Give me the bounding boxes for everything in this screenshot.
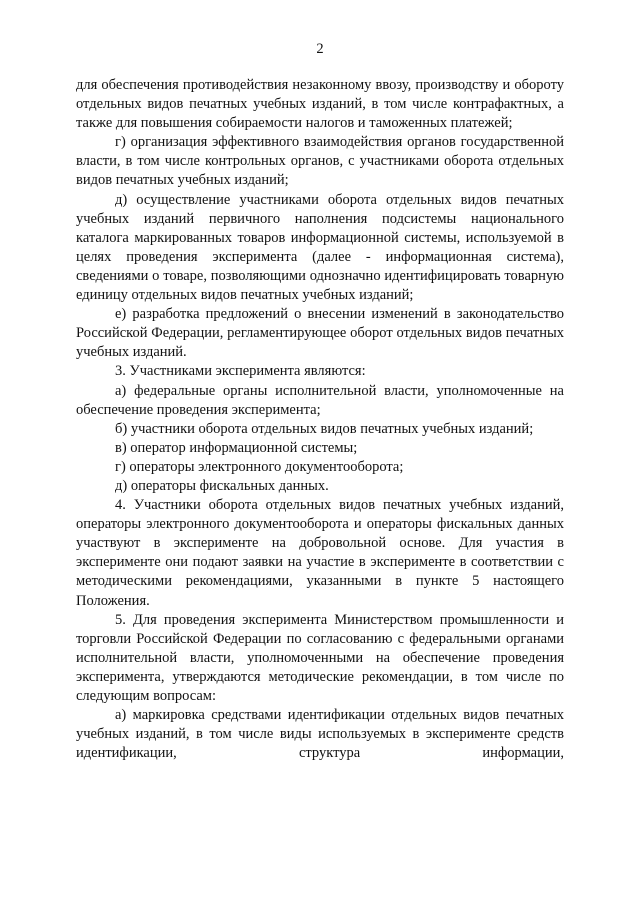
- paragraph-recommendation-a: а) маркировка средствами идентификации отдельных видов печатных учебных изданий, в том числе виды используемых в эксперименте средств идентификации, структура информации,: [76, 707, 564, 762]
- paragraph-section-4: 4. Участники оборота отдельных видов печатных учебных изданий, операторы электронного документооборота и операторы фискальных данных участвуют в эксперименте на добровольной основе. Для участия в эксперименте они подают заявки на участие в эксперименте в соответствии с методическими рекомендациями, указанными в пункте 5 настоящего Положения.: [76, 497, 564, 609]
- paragraph-section-3: 3. Участниками эксперимента являются:: [115, 363, 366, 380]
- paragraph-section-5: 5. Для проведения эксперимента Министерством промышленности и торговли Российской Федерации по согласованию с федеральными органами исполнительной власти, уполномоченными на обеспечение проведения эксперимента, утверждаются методические рекомендации, в том числе по следующим вопросам:: [76, 611, 564, 704]
- document-body: [76, 76, 564, 763]
- paragraph-item-g: г) организация эффективного взаимодействия органов государственной власти, в том числе контрольных органов, с участниками оборота отдельных видов печатных учебных изданий;: [76, 134, 564, 189]
- paragraph-participant-d: д) операторы фискальных данных.: [115, 477, 329, 494]
- paragraph-item-e: е) разработка предложений о внесении изменений в законодательство Российской Федерации, регламентирующее оборот отдельных видов печатных учебных изданий.: [76, 306, 564, 361]
- paragraph-item-d: д) осуществление участниками оборота отдельных видов печатных учебных изданий первичного наполнения подсистемы национального каталога маркированных товаров информационной системы, используемой в целях проведения эксперимента (далее - информационная система), сведениями о товаре, позволяющими однозначно идентифицировать товарную единицу отдельных видов печатных учебных изданий;: [76, 191, 564, 304]
- paragraph-continuation: для обеспечения противодействия незаконному ввозу, производству и обороту отдельных видов печатных учебных изданий, в том числе контрафактных, а также для повышения собираемости налогов и таможенных платежей;: [76, 77, 564, 132]
- paragraph-participant-b: б) участники оборота отдельных видов печатных учебных изданий;: [115, 420, 534, 437]
- page-number: 2: [316, 41, 324, 57]
- paragraph-participant-g: г) операторы электронного документооборота;: [115, 458, 404, 475]
- paragraph-participant-v: в) оператор информационной системы;: [115, 439, 358, 456]
- paragraph-participant-a: а) федеральные органы исполнительной власти, уполномоченные на обеспечение проведения эксперимента;: [76, 382, 564, 418]
